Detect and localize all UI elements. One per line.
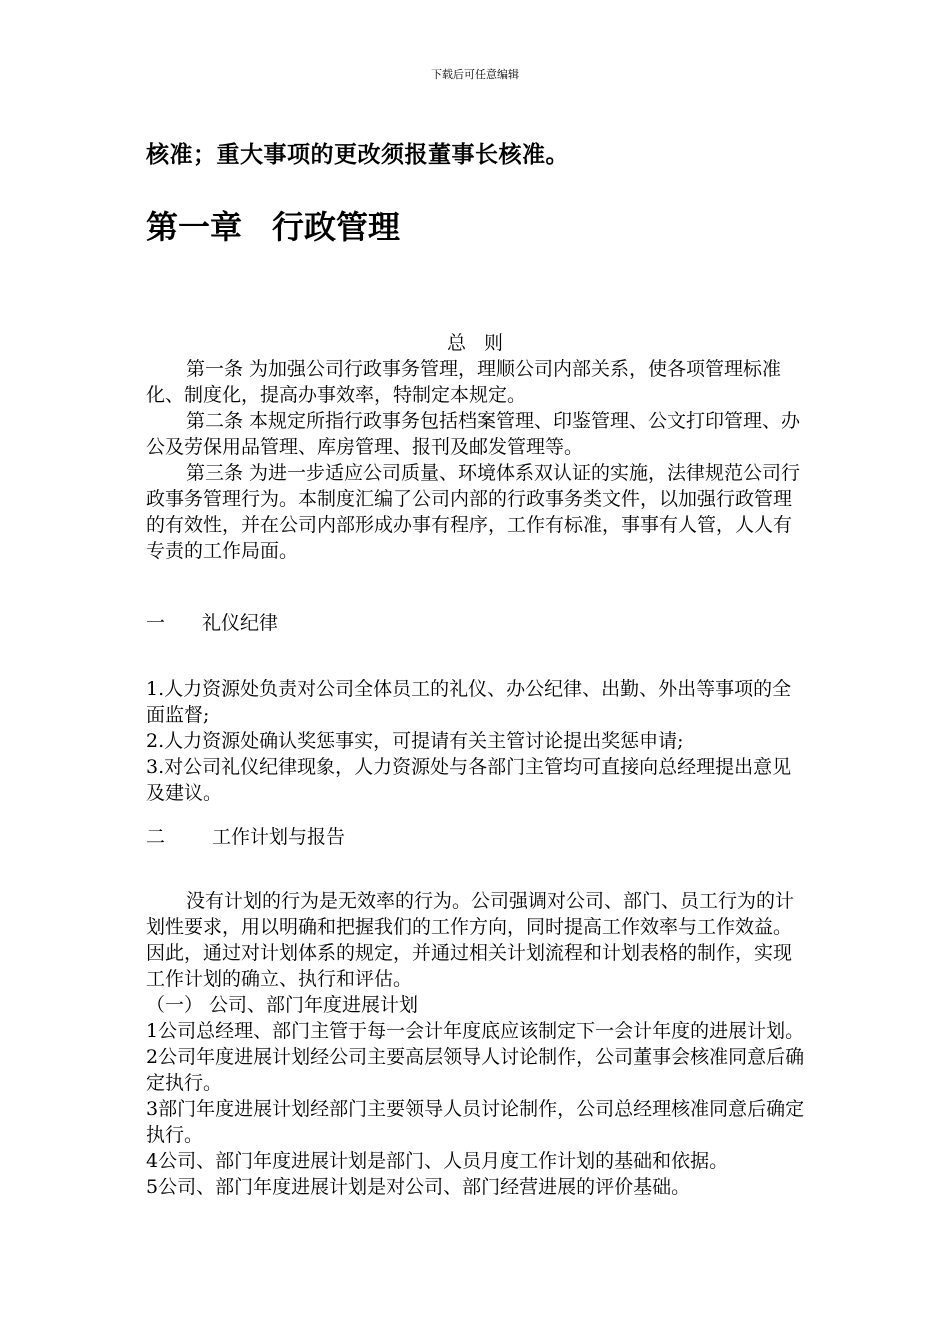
section-heading <box>146 824 810 850</box>
section-list <box>146 676 810 806</box>
chapter-title: 行政管理 <box>272 208 401 246</box>
list-item: 2.人力资源处确认奖惩事实，可提请有关主管讨论提出奖惩申请; <box>146 730 684 752</box>
chapter-number: 第一章 <box>146 208 243 246</box>
section-heading <box>146 610 810 636</box>
section-number: 二 <box>146 826 166 848</box>
section-number: 一 <box>146 612 166 634</box>
sub-heading: （一） 公司、部门年度进展计划 <box>146 994 419 1016</box>
article-paragraph: 第二条 本规定所指行政事务包括档案管理、印鉴管理、公文打印管理、办公及劳保用品管理、库房管理、报刊及邮发管理等。 <box>146 410 801 458</box>
list-item: 1公司总经理、部门主管于每一会计年度底应该制定下一会计年度的进展计划。 <box>146 1020 805 1042</box>
list-item: 4公司、部门年度进展计划是部门、人员月度工作计划的基础和依据。 <box>146 1150 729 1172</box>
section-title: 工作计划与报告 <box>212 826 346 848</box>
article-paragraph: 第三条 为进一步适应公司质量、环境体系双认证的实施，法律规范公司行政事务管理行为。本制度汇编了公司内部的行政事务类文件，以加强行政管理的有效性，并在公司内部形成办事有程序，工作有标准，事事有人管，人人有专责的工作局面。 <box>146 462 801 562</box>
general-title: 总 则 <box>446 332 510 354</box>
list-item: 3.对公司礼仪纪律现象，人力资源处与各部门主管均可直接向总经理提出意见及建议。 <box>146 756 792 804</box>
list-item: 3部门年度进展计划经部门主要领导人员讨论制作，公司总经理核准同意后确定执行。 <box>146 1098 805 1146</box>
document-body <box>146 330 810 1200</box>
chapter-heading <box>146 202 400 248</box>
section-intro: 没有计划的行为是无效率的行为。公司强调对公司、部门、员工行为的计划性要求，用以明确和把握我们的工作方向，同时提高工作效率与工作效益。因此，通过对计划体系的规定，并通过相关计划流程和计划表格的制作，实现工作计划的确立、执行和评估。 <box>146 890 795 990</box>
list-item: 1.人力资源处负责对公司全体员工的礼仪、办公纪律、出勤、外出等事项的全面监督; <box>146 678 792 726</box>
list-item: 2公司年度进展计划经公司主要高层领导人讨论制作，公司董事会核准同意后确定执行。 <box>146 1046 805 1094</box>
article-paragraph: 第一条 为加强公司行政事务管理，理顺公司内部关系，使各项管理标准化、制度化，提高办事效率，特制定本规定。 <box>146 358 782 406</box>
header-note: 下载后可任意编辑 <box>431 68 519 81</box>
list-item: 5公司、部门年度进展计划是对公司、部门经营进展的评价基础。 <box>146 1176 691 1198</box>
continued-bold-line: 核准；重大事项的更改须报董事长核准。 <box>146 142 569 168</box>
section-title: 礼仪纪律 <box>202 612 279 634</box>
